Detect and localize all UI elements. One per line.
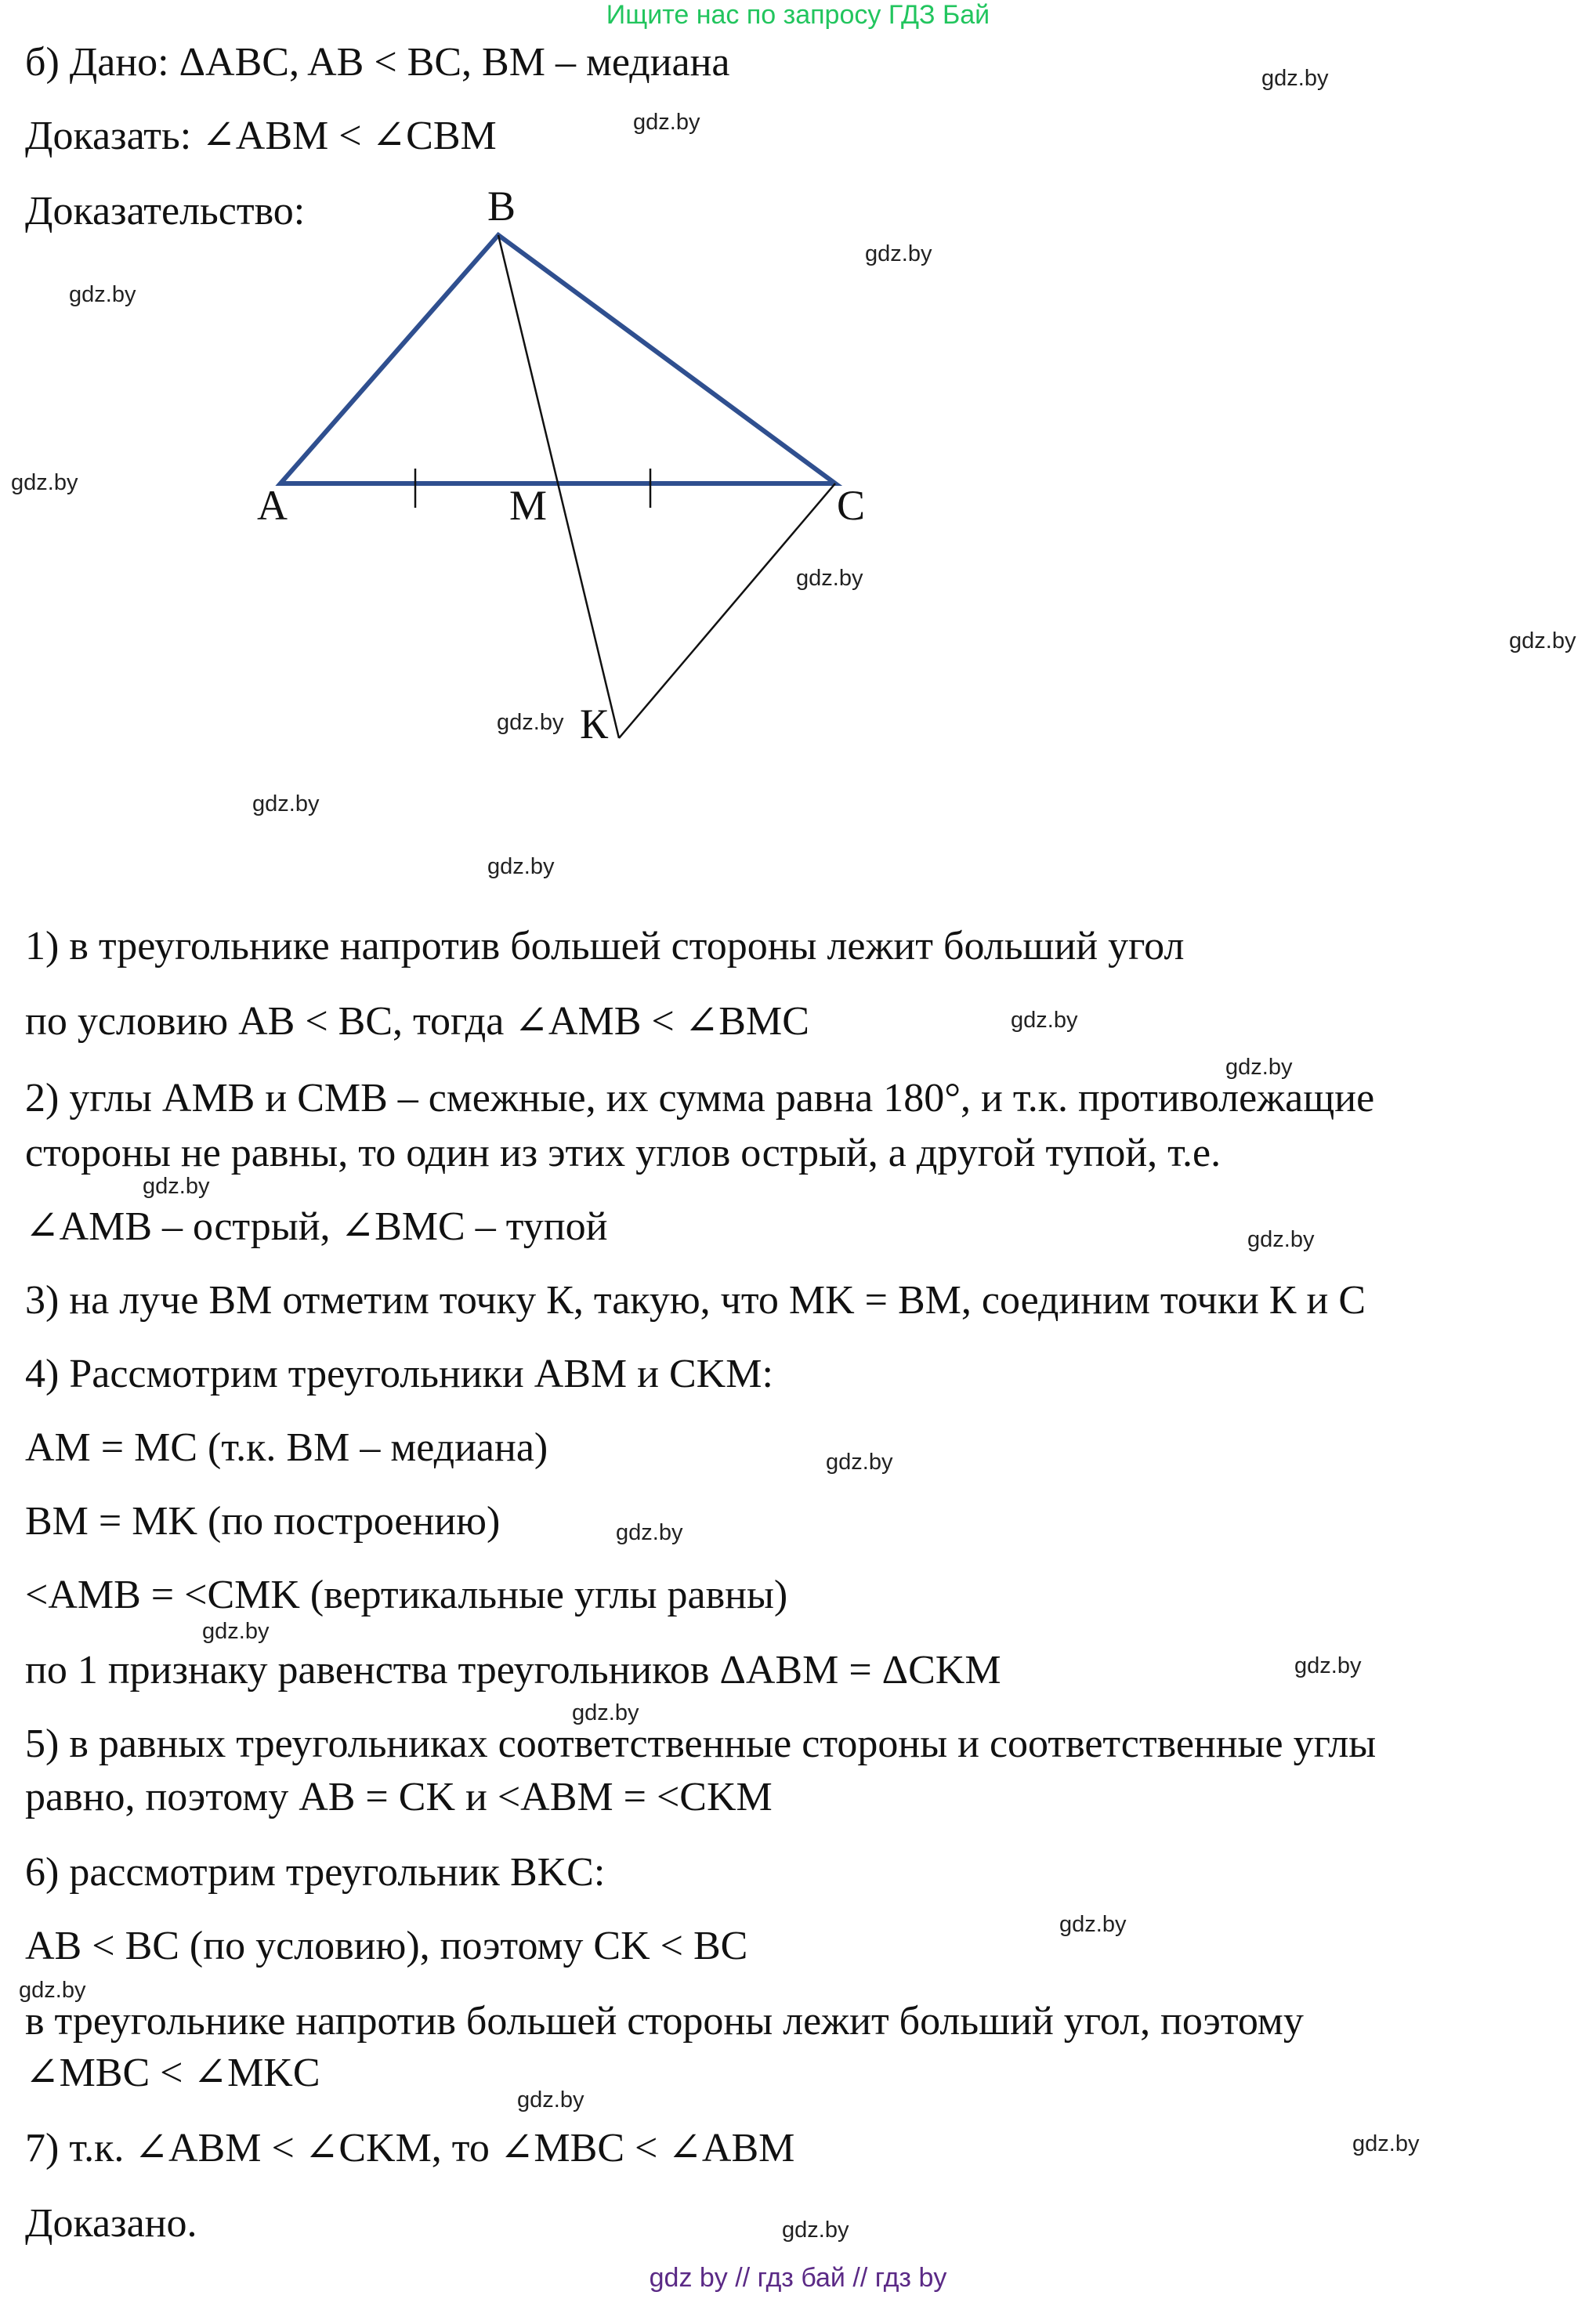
proof-line-8: AM = MC (т.к. BM – медиана) bbox=[25, 1425, 548, 1470]
watermark: gdz.by bbox=[782, 2218, 849, 2243]
proof-line-19: Доказано. bbox=[25, 2201, 197, 2246]
watermark: gdz.by bbox=[865, 241, 932, 266]
proof-line-12: 5) в равных треугольниках соответственные стороны и соответственные углы bbox=[25, 1722, 1377, 1766]
proof-line-16: в треугольнике напротив большей стороны лежит больший угол, поэтому bbox=[25, 1999, 1304, 2044]
watermark: gdz.by bbox=[487, 854, 555, 879]
watermark: gdz.by bbox=[796, 566, 863, 591]
point-label-b: B bbox=[487, 183, 516, 230]
proof-line-13: равно, поэтому AB = CK и <ABM = <CKM bbox=[25, 1775, 773, 1819]
watermark: gdz.by bbox=[202, 1619, 270, 1644]
segment-ck bbox=[619, 483, 835, 738]
proof-line-2: по условию AB < BC, тогда ∠AMB < ∠BMC bbox=[25, 999, 809, 1044]
point-label-a: A bbox=[257, 482, 288, 529]
proof-line-7: 4) Рассмотрим треугольники ABM и CKM: bbox=[25, 1352, 773, 1396]
given-line: б) Дано: ΔABC, AB < BC, BM – медиана bbox=[25, 40, 730, 85]
proof-line-5: ∠AMB – острый, ∠BMC – тупой bbox=[25, 1204, 608, 1249]
proof-line-6: 3) на луче BM отметим точку К, такую, что MK = BM, соединим точки К и C bbox=[25, 1278, 1366, 1323]
proof-line-15: AB < BC (по условию), поэтому CK < BC bbox=[25, 1924, 748, 1968]
triangle-figure bbox=[0, 0, 1596, 784]
watermark: gdz.by bbox=[69, 282, 136, 307]
watermark: gdz.by bbox=[1294, 1653, 1362, 1678]
proof-line-4: стороны не равны, то один из этих углов острый, а другой тупой, т.е. bbox=[25, 1131, 1221, 1175]
watermark: gdz.by bbox=[1509, 628, 1576, 653]
proof-heading: Доказательство: bbox=[25, 189, 306, 234]
watermark: gdz.by bbox=[1261, 66, 1329, 91]
watermark: gdz.by bbox=[143, 1174, 210, 1199]
watermark: gdz.by bbox=[1352, 2131, 1420, 2156]
watermark: gdz.by bbox=[1011, 1008, 1078, 1033]
point-label-m: M bbox=[509, 482, 548, 529]
triangle-abc bbox=[280, 235, 835, 483]
watermark: gdz.by bbox=[1225, 1055, 1293, 1080]
watermark: gdz.by bbox=[1059, 1912, 1127, 1937]
search-banner[interactable]: Ищите нас по запросу ГДЗ Бай bbox=[606, 0, 990, 30]
footer-links[interactable]: gdz by // гдз бай // гдз by bbox=[649, 2263, 947, 2293]
proof-line-1: 1) в треугольнике напротив большей стороны лежит больший угол bbox=[25, 924, 1185, 968]
watermark: gdz.by bbox=[572, 1700, 639, 1725]
watermark: gdz.by bbox=[19, 1978, 86, 2003]
proof-line-18: 7) т.к. ∠ABM < ∠CKM, то ∠MBC < ∠ABM bbox=[25, 2126, 795, 2170]
proof-line-9: BM = MK (по построению) bbox=[25, 1499, 501, 1544]
proof-line-10: <AMB = <CMK (вертикальные углы равны) bbox=[25, 1573, 788, 1617]
proof-line-14: 6) рассмотрим треугольник BKC: bbox=[25, 1850, 606, 1895]
watermark: gdz.by bbox=[826, 1450, 893, 1475]
proof-line-11: по 1 признаку равенства треугольников ΔABM = ΔCKM bbox=[25, 1648, 1001, 1693]
point-label-k: К bbox=[580, 701, 609, 748]
watermark: gdz.by bbox=[11, 470, 78, 495]
proof-line-3: 2) углы AMB и CMB – смежные, их сумма равна 180°, и т.к. противолежащие bbox=[25, 1076, 1375, 1121]
prove-line: Доказать: ∠ABM < ∠CBM bbox=[25, 114, 497, 158]
watermark: gdz.by bbox=[1247, 1227, 1315, 1252]
watermark: gdz.by bbox=[497, 710, 564, 735]
watermark: gdz.by bbox=[616, 1520, 683, 1545]
watermark: gdz.by bbox=[252, 791, 320, 816]
watermark: gdz.by bbox=[633, 110, 700, 135]
proof-line-17: ∠MBC < ∠MKC bbox=[25, 2051, 320, 2095]
point-label-c: C bbox=[837, 482, 866, 529]
watermark: gdz.by bbox=[517, 2087, 584, 2113]
